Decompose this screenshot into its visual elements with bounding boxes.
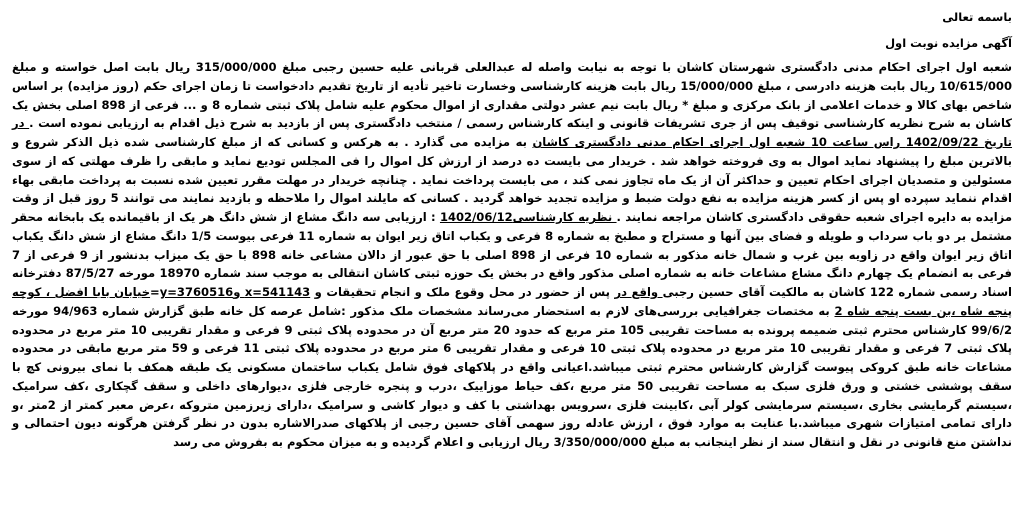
property-description: : ارزیابی سه دانگ مشاع از شش دانگ هر یک از باقیمانده یک بابخانه محقر مشتمل بر دو باب سرداب و طویله و فضای بین آنها و مستراح و مطبخ به شماره 8 فرعی و یکباب اتاق زیر ایوان به شماره 11 فرعی بیوست 1/5 دانگ مشاع از شش دانگ یکباب اتاق زیر ایوان واقع در زاویه بین غرب و شمال خانه مذکور به شماره 10 فرعی از 898 اصلی با حق عبور از دالان مشاعی خانه 898 با حق یک میزاب بدنشور از 9 فرعی از 7 فرعی به انضمام یک چهارم دانگ مشاع مشاعات خانه به شماره اصلی مذکور واقع در بخش یک حوزه ثبتی کاشان انتقالی به موجب سند شماره 18970 مورخه 87/5/27 دفترخانه اسناد رسمی شماره 122 کاشان به مالکیت آقای حسین رجبی [12, 210, 1013, 299]
notice-body [12, 58, 1012, 452]
inspection-note: پس از حضور در محل وقوع ملک و انجام تحقیقات و [310, 285, 615, 299]
property-address: خیابان بابا افضل ، کوچه پنجه شاه ،بن بست پنجه شاه 2 [12, 285, 1012, 318]
notice-title: آگهی مزایده نوبت اول [885, 36, 1012, 50]
auction-date-time: در تاریخ 1402/09/22 راس ساعت 10 شعبه اول اجرای احکام مدنی دادگستری کاشان [12, 116, 1013, 149]
location-label: واقع در [614, 285, 663, 299]
expert-opinion-label: نظریه کارشناسی1402/06/12 [439, 210, 617, 224]
coordinates: x=541143 وy=3760516 [159, 285, 311, 299]
equals-sign: = [150, 285, 160, 299]
intro-paragraph: شعبه اول اجرای احکام مدنی دادگستری شهرستان کاشان با توجه به نیابت واصله له عبدالعلی قربانی علیه حسین رجبی مبلغ 315/000/000 ریال بابت اصل خواسته و مبلغ 10/615/000 ریال بابت هزینه دادرسی ، مبلغ 15/000/000 ریال بابت هزینه کارشناسی وخسارت تاخیر تأدیه از تاریخ تقدیم دادخواست تا زمان اجرای حکم (روز مزایده) بر اساس شاخص بهای کالا و خدمات اعلامی از بانک مرکزی و مبلغ * ریال بابت نیم عشر دولتی مقداری از اموال محکوم علیه شامل پلاک ثبتی شماره 8 و ... فرعی از 898 اصلی بخش یک کاشان به شرح نظریه کارشناسی توقیف پس از جری تشریفات قانونی و اینکه کارشناس رسمی / منتخب دادگستری پس از بازدید به شرح ذیل اقدام به ارزیابی نموده است . [12, 60, 1013, 131]
auction-terms: به مزایده می گذارد . به هرکس و کسانی که از مبلغ کارشناسی شده ذیل الذکر شروع و بالاترین مبلغ را پیشنهاد نماید اموال به وی فروخته خواهد شد . خریدار می بایست ده درصد از ارزش کل اموال را فی المجلس تودیع نماید و مابقی را ظرف مهلتی که از سوی مسئولین و متصدیان اجرای احکام تعیین و حداکثر آن از یک ماه تجاوز نمی کند ، می بایست پرداخت نماید . چنانچه خریدار در مهلت مقرر تعیین شده نسبت به پرداخت مابقی بهاء اقدام ننماید سپرده او پس از کسر هزینه مزایده به نفع دولت ضبط و مزایده تجدید خواهد گردید . کسانی که مایلند اموال را ملاحظه و بازدید نمایند می توانند 5 روز قبل از وقت مزایده به دایره اجرای شعبه حقوقی دادگستری کاشان مراجعه نمایند . [12, 135, 1013, 224]
property-details: به مختصات جغرافیایی بررسی‌های لازم به استحضار می‌رساند مشخصات ملک مذکور :شامل عرصه کل خانه طبق گزارش شماره 94/963 مورخه 99/6/2 کارشناس محترم ثبتی ضمیمه پرونده به مساحت تقریبی 105 متر مربع که حدود 20 متر مربع آن در محدوده پلاک ثبتی 9 فرعی و مقدار تقریبی 10 متر مربع در محدوده پلاک ثبتی 7 فرعی و مقدار تقریبی 10 متر مربع در محدوده پلاک ثبتی 10 فرعی و مقدار تقریبی 6 متر مربع در محدوده پلاک ثبتی 11 فرعی و 59 متر مربع مابقی در محدوده مشاعات خانه طبق کروکی پیوست گزارش کارشناس محترم ثبتی میباشد.اعیانی واقع در پلاکهای فوق شامل یکباب ساختمان مسکونی یک طبقه همکف با نمای بیرونی کچ با سقف پوششی خشتی و ورق فلزی سبک به مساحت تقریبی 50 متر مربع ،کف حیاط موزاییک ،درب و پنجره خارجی فلزی ،دیوارهای داخلی و سقف گچکاری ،کف سرامیک ،سیستم گرمایشی بخاری ،سیستم سرمایشی کولر آبی ،کابینت فلزی ،سرویس بهداشتی با کف و دیوار کاشی و سرامیک ،دارای زیرزمین متروکه ،عرض معبر کمتر از 2متر ،و دارای تمامی امتیازات شهری میباشد.با عنایت به موارد فوق ، ارزش عادله روز سهمی آقای حسین رجبی از پلاکهای صدرالاشاره بدون در نظر گرفتن هرگونه دیون احتمالی و نداشتن منع قانونی در نقل و انتقال سند از نظر اینجانب به مبلغ 3/350/000/000 ریال ارزیابی و اعلام گردیده و به میزان محکوم به بفروش می رسد [12, 303, 1013, 449]
header-blessing: باسمه تعالی [942, 10, 1012, 24]
